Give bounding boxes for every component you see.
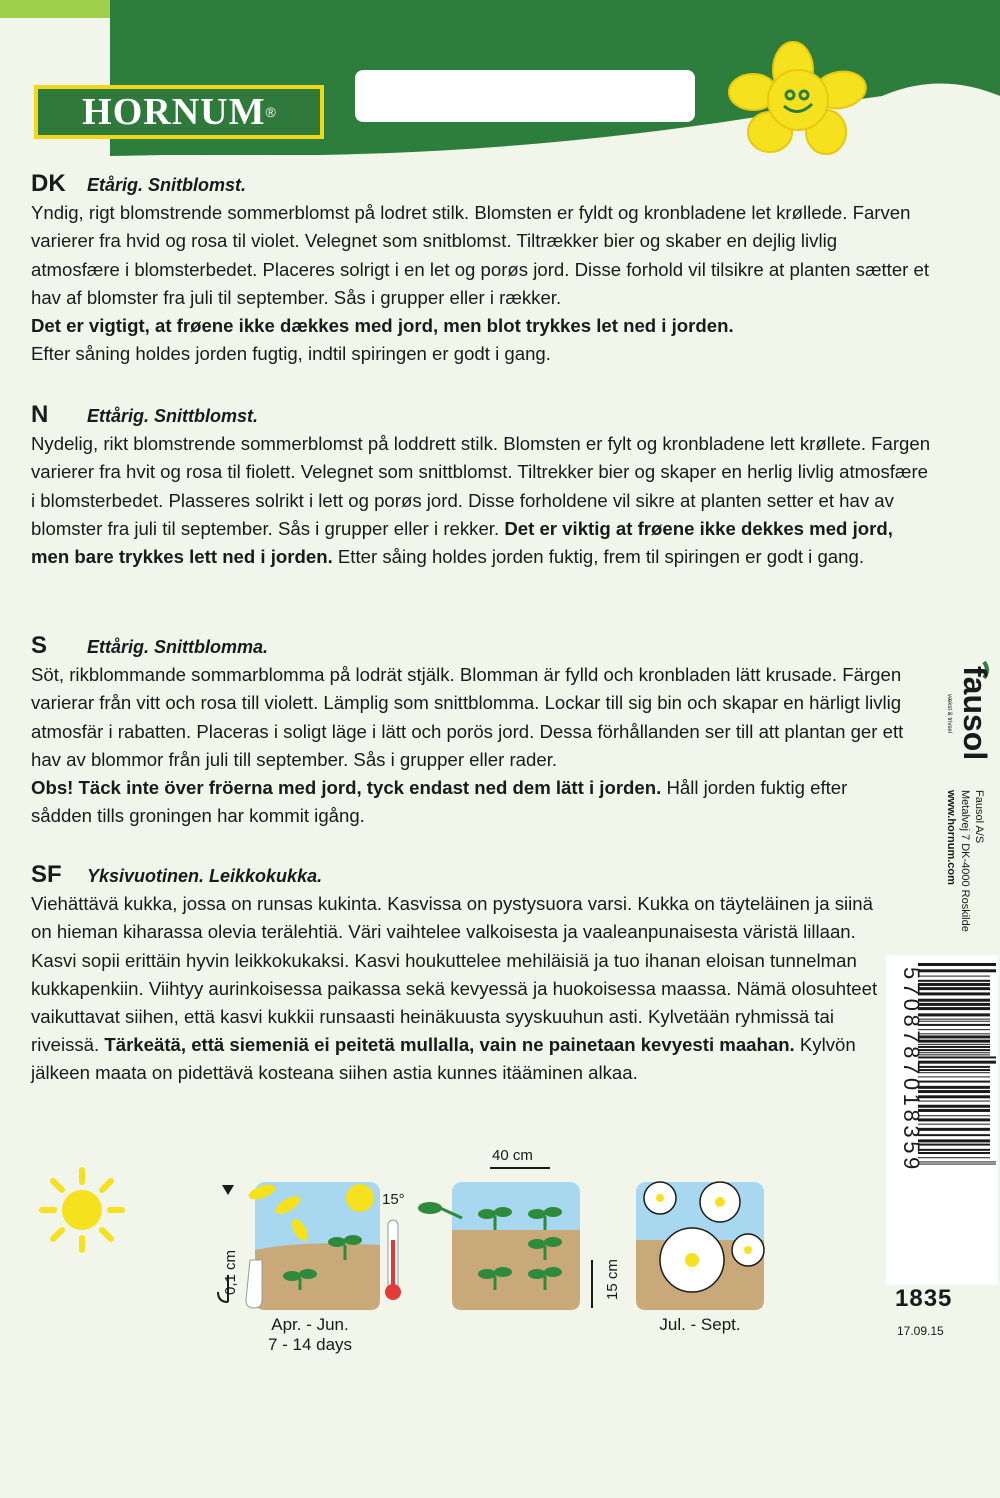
sowing-illustration: [0, 1130, 880, 1380]
body-text: Viehättävä kukka, jossa on runsas kukinta. Kasvissa on pystysuora varsi. Kukka on täyteläinen ja siinä on hieman kiharassa olevia terälehtiä. Väri vaihtelee valkoisesta ja vaaleanpunaisesta väristä lillaan. Kasvi sopii erittäin hyvin leikkokukaksi. Kasvi houkuttelee mehiläisiä ja tuo ihanan eloisan tunnelman kukkapenkiin. Viihtyy aurinkoisessa paikassa sekä kevyessä ja huokoisessa maassa. Nämä olosuhteet vaikuttavat siihen, että kasvi kukkii runsaasti heinäkuusta syyskuuhun asti. Kylvetään ryhmissä tai riveissä.: [31, 893, 878, 1056]
barcode-bar: [918, 1021, 990, 1022]
website-link[interactable]: www.hornum.com: [945, 790, 957, 885]
section-body: [31, 430, 931, 571]
section-n: [31, 401, 931, 571]
barcode-bar: [918, 1052, 990, 1053]
barcode-bar: [918, 1090, 990, 1093]
barcode-bar: [918, 1003, 990, 1006]
sow-period: Apr. - Jun.: [271, 1315, 349, 1334]
spacing-label: 40 cm: [492, 1147, 533, 1164]
registered-mark: ®: [265, 104, 276, 120]
barcode-bar: [918, 1152, 990, 1154]
barcode: [886, 955, 998, 1285]
smiling-flower-icon: [728, 40, 868, 155]
barcode-bar: [918, 1164, 996, 1165]
barcode-bar: [918, 1081, 990, 1083]
bold-instruction: Det er vigtigt, at frøene ikke dækkes med jord, men blot trykkes let ned i jorden.: [31, 315, 734, 337]
section-body: [31, 199, 931, 368]
barcode-bar: [918, 1124, 990, 1125]
blooming-panel: [636, 1182, 764, 1310]
barcode-bar: [918, 983, 990, 986]
barcode-bar: [918, 1149, 990, 1151]
barcode-bar: [918, 1134, 990, 1136]
section-body: [31, 890, 881, 1087]
section-subtitle: Ettårig. Snittblomma.: [87, 637, 269, 657]
barcode-bar: [918, 1061, 996, 1064]
distributor-block: [930, 660, 990, 950]
barcode-bar: [918, 1024, 990, 1026]
fausol-tagline: vækst & trivsel: [946, 694, 952, 734]
barcode-number: 5708787018359: [899, 967, 924, 1173]
barcode-bar: [918, 1161, 996, 1162]
barcode-bar: [918, 1040, 990, 1043]
barcode-bar: [918, 1095, 990, 1098]
body-text-after: Kylvön jälkeen maata on pidettävä kosteana siihen astia kunnes itääminen alkaa.: [31, 1034, 856, 1084]
barcode-bar: [918, 987, 990, 990]
hornum-logo: [34, 85, 324, 139]
brand-name: HORNUM: [82, 91, 266, 133]
header: [0, 0, 1000, 160]
print-date: 17.09.15: [897, 1324, 944, 1338]
barcode-bar: [918, 1115, 990, 1116]
bold-instruction: Obs! Täck inte över fröerna med jord, tyck endast ned dem lätt i jorden.: [31, 777, 662, 799]
barcode-bar: [918, 1013, 990, 1016]
distributor-address: Metalvej 7 DK-4000 Roskilde: [959, 790, 971, 932]
section-s: [31, 632, 911, 830]
sun-icon: [42, 1170, 122, 1250]
barcode-bar: [918, 1144, 990, 1146]
sowing-diagram: [0, 1130, 880, 1380]
section-dk: [31, 170, 931, 368]
bold-instruction: Tärkeätä, että siemeniä ei peitetä mullalla, vain ne painetaan kevyesti maahan.: [104, 1034, 795, 1056]
sowing-panel: [218, 1182, 405, 1310]
barcode-bar: [918, 1105, 990, 1108]
barcode-bar: [918, 1139, 990, 1142]
barcode-bar: [918, 999, 990, 1002]
bold-instruction: Det er viktig at frøene ikke dekkes med jord, men bare trykkes lett ned i jorden.: [31, 517, 893, 568]
language-code: DK: [31, 170, 66, 197]
seedling-panel: [418, 1147, 621, 1310]
sowing-depth-label: 0,1 cm: [222, 1249, 239, 1295]
body-text: Yndig, rigt blomstrende sommerblomst på lodret stilk. Blomsten er fyldt og kronbladene let krøllede. Farven varierer fra hvid og rosa til violet. Velegnet som snitblomst. Tiltrækker bier og skaber en dejlig livlig atmosfære i blomsterbedet. Placeres solrigt i en let og porøs jord. Disse forhold vil tilsikre at planten sætter et hav af blomster fra juli til september. Sås i grupper eller i rækker.: [31, 202, 930, 308]
barcode-bar: [918, 963, 996, 966]
barcode-bar: [918, 1049, 990, 1051]
temperature-label: 15°: [382, 1191, 405, 1208]
label-blank-area: [355, 70, 695, 122]
barcode-graphic: [886, 955, 998, 1285]
distributor-name: Fausol A/S: [973, 790, 985, 844]
barcode-bar: [918, 1066, 990, 1068]
barcode-bar: [918, 1101, 990, 1102]
product-code: 1835: [895, 1285, 953, 1312]
barcode-bar: [918, 969, 996, 972]
barcode-bar: [918, 1076, 990, 1077]
fausol-logo: [930, 660, 990, 950]
barcode-bar: [918, 1044, 990, 1045]
barcode-bar: [918, 1086, 990, 1089]
body-text-after: Efter såning holdes jorden fugtig, indtil spiringen er godt i gang.: [31, 343, 551, 365]
section-sf: [31, 861, 881, 1088]
height-label: 15 cm: [604, 1259, 621, 1300]
barcode-bar: [918, 1056, 996, 1058]
barcode-bar: [918, 980, 990, 982]
barcode-bar: [918, 1033, 990, 1034]
germination-time: 7 - 14 days: [267, 1335, 353, 1354]
language-code: S: [31, 632, 48, 659]
sow-period-caption: [255, 1315, 365, 1355]
barcode-bar: [918, 976, 990, 977]
bloom-period: Jul. - Sept.: [659, 1315, 741, 1334]
barcode-bar: [918, 1029, 990, 1030]
body-text: Nydelig, rikt blomstrende sommerblomst på loddrett stilk. Blomsten er fylt og kronbladene lett krøllete. Fargen varierer fra hvit og rosa til fiolett. Velegnet som snittblomst. Tiltrekker bier og skaper en herlig livlig atmosfære i blomsterbedet. Plasseres solrikt i lett og porøs jord. Disse forholdene vil sikre at planten setter et hav av blomster fra juli til september. Sås i grupper eller i rekker.: [31, 433, 931, 539]
section-subtitle: Yksivuotinen. Leikkokukka.: [87, 866, 323, 886]
body-text-after: Etter såing holdes jorden fuktig, frem til spiringen er godt i gang.: [337, 546, 864, 568]
body-text: Söt, rikblommande sommarblomma på lodrät stjälk. Blomman är fylld och kronbladen lätt krusade. Färgen varierar från vitt och rosa till violett. Lämplig som snittblomma. Lockar till sig bin och skapar en härligt livlig atmosfär i rabatten. Placeras i soligt läge i lätt och porös jord. Dessa förhållanden ser till att plantan ger ett hav av blommor från juli till september. Sås i grupper eller rader.: [31, 664, 904, 770]
barcode-bar: [918, 1072, 990, 1073]
barcode-bar: [918, 1035, 990, 1038]
body-text-after: Håll jorden fuktig efter sådden tills groningen har kommit igång.: [31, 777, 848, 827]
language-code: N: [31, 401, 49, 428]
barcode-bar: [918, 1046, 990, 1048]
barcode-bar: [918, 1054, 990, 1055]
fausol-wordmark: fausol: [957, 666, 990, 761]
section-subtitle: Etårig. Snitblomst.: [87, 175, 247, 195]
barcode-bar: [918, 1069, 990, 1071]
barcode-bar: [918, 1019, 990, 1020]
barcode-bar: [918, 1118, 990, 1121]
barcode-bar: [918, 1109, 990, 1112]
barcode-bar: [918, 1007, 990, 1010]
section-body: [31, 661, 911, 830]
language-code: SF: [31, 861, 62, 888]
section-subtitle: Ettårig. Snittblomst.: [87, 406, 258, 426]
barcode-bar: [918, 992, 990, 995]
barcode-bar: [918, 1157, 990, 1158]
barcode-bar: [918, 1128, 990, 1131]
